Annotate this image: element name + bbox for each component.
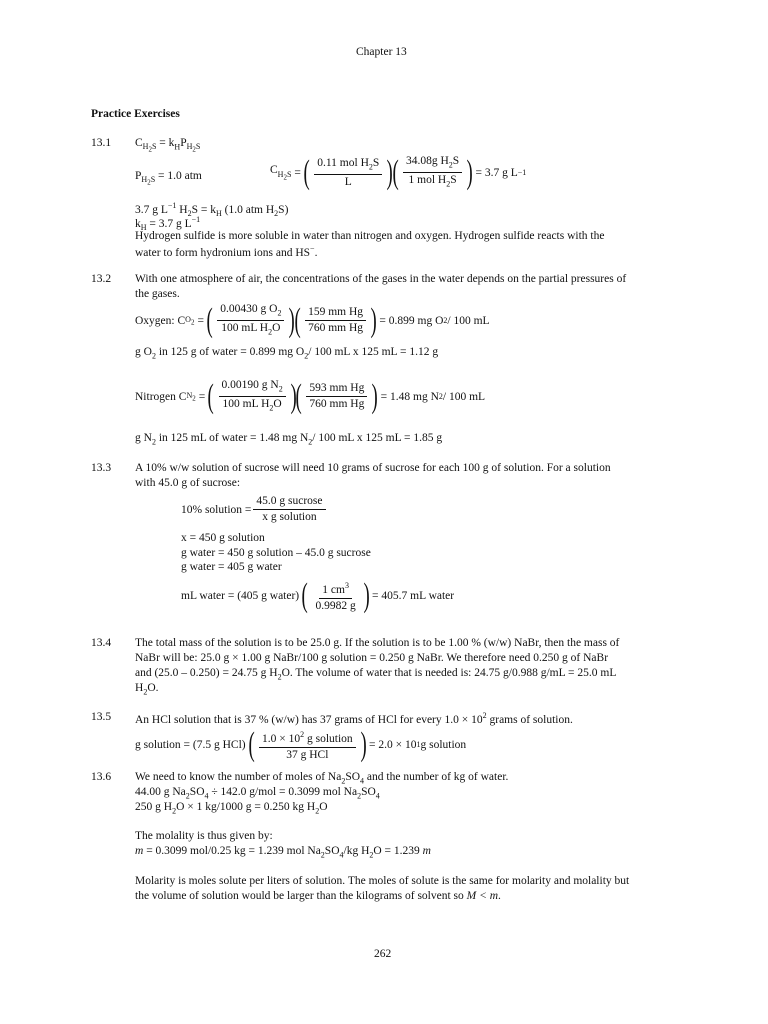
text-line: Hydrogen sulfide is more soluble in water than nitrogen and oxygen. Hydrogen sulfide reacts with the: [135, 230, 605, 242]
kh-value: $k_H = 3.7$ g $L^{-1}$: [135, 215, 201, 233]
exercise-number: 13.3: [91, 462, 112, 474]
exercise-number: 13.1: [91, 137, 112, 149]
text-line: g water = 405 g water: [181, 561, 282, 573]
section-title: Practice Exercises: [91, 108, 180, 120]
exercise-number: 13.6: [91, 771, 112, 783]
text-line: water to form hydronium ions and HS−.: [135, 244, 318, 259]
oxygen-calc: Oxygen: C $O_2$ = ( $\frac{0.00430 g O_2}{100 mL H_2O}$ ) ( $\frac{\text{159 mm Hg}}{\text{760 mm Hg}}$ ) = 0.899 mg O 2 / 100 mL: [135, 301, 490, 339]
text-line: The molality is thus given by:: [135, 830, 273, 842]
text-line: 44.00 g $Na_2SO_4 \div 142.0$ g/mol = 0.3099 mol $Na_2SO_4$: [135, 786, 380, 801]
text-line: $H_2O$.: [135, 682, 159, 697]
text-line: The total mass of the solution is to be 25.0 g. If the solution is to be 1.00 % (w/w) NaBr, then the mass of: [135, 637, 620, 649]
text-line: 250 g $H_2O \times 1$ kg/1000 g = 0.250 kg $H_2O$: [135, 801, 328, 816]
concentration-calc: $C_{H_2S}$ = ( $\frac{0.11 mol H_2S}{L}$ ) ( $\frac{34.08g H_2S}{1 mol H_2S}$ ) = 3.7 g L −1: [270, 153, 527, 191]
text-line: m = 0.3099 mol/0.25 kg = 1.239 mol $Na_2SO_4/kg$ $H_2O = 1.239$ m: [135, 845, 431, 860]
text-line: With one atmosphere of air, the concentrations of the gases in the water depends on the partial pressures of: [135, 273, 627, 285]
exercise-number: 13.4: [91, 637, 112, 649]
text-line: A 10% w/w solution of sucrose will need 10 grams of sucrose for each 100 g of solution. For a solution: [135, 462, 611, 474]
exercise-number: 13.5: [91, 711, 112, 723]
chapter-header: Chapter 13: [356, 46, 407, 58]
text-line: g water = 450 g solution – 45.0 g sucrose: [181, 547, 371, 559]
nitrogen-calc: Nitrogen C $N_2$ = ( $\frac{0.00190 g N_2}{100 mL H_2O}$ ) ( $\frac{\text{593 mm Hg}}{\text{760 mm Hg}}$ ) = 1.48 mg N 2 / 100 mL: [135, 377, 486, 415]
sucrose-fraction: 10% solution = $\frac{\text{45.0 g sucrose}}{\text{x g solution}}$: [181, 494, 328, 525]
nitrogen-result-line: g $N_2$ in 125 mL of water = 1.48 mg $N_2/$ 100 mL x 125 mL = 1.85 g: [135, 432, 443, 447]
text-line: the volume of solution would be larger than the kilograms of solvent so M < m.: [135, 890, 501, 902]
text-line: and (25.0 – 0.250) = 24.75 g $H_2O$. The volume of water that is needed is: 24.75 g/0.988 g/mL = 25.0 mL: [135, 667, 617, 682]
text-line: x = 450 g solution: [181, 532, 265, 544]
pressure-line: $P_{H_2S} = 1.0$ atm: [135, 170, 202, 187]
water-volume-calc: mL water = (405 g water) ( $\frac{1 cm^3}{0.9982 g}$ ) = 405.7 mL water: [181, 576, 455, 614]
exercise-number: 13.2: [91, 273, 112, 285]
text-line: NaBr will be: 25.0 g × 1.00 g NaBr/100 g solution = 0.250 g NaBr. We therefore need 0.250 g of NaBr: [135, 652, 609, 664]
hcl-calc: g solution = (7.5 g HCl) ( $\frac{1.0 \times 10^2 g solution}{\text{37 g HCl}}$ ) = 2.0 × 10 1 g solution: [135, 725, 467, 763]
text-line: An HCl solution that is 37 % (w/w) has 37 grams of HCl for every $1.0 \times 10^2$ grams of solution.: [135, 711, 573, 726]
oxygen-result-line: g $O_2$ in 125 g of water = 0.899 mg $O_2/$ 100 mL x 125 mL = 1.12 g: [135, 346, 439, 361]
text-line: the gases.: [135, 288, 180, 300]
text-line: with 45.0 g of sucrose:: [135, 477, 241, 489]
page-number: 262: [374, 948, 392, 960]
henry-law-equation: $C_{H_2S} = k_HP_{H_2S}$: [135, 137, 201, 154]
text-line: We need to know the number of moles of $Na_2SO_4$ and the number of kg of water.: [135, 771, 509, 786]
text-line: Molarity is moles solute per liters of solution. The moles of solute is the same for molarity and molality but: [135, 875, 630, 887]
kh-derivation: 3.7 g $L^{-1}$ $H_2S = k_H$ (1.0 atm $H_2S$): [135, 201, 289, 219]
